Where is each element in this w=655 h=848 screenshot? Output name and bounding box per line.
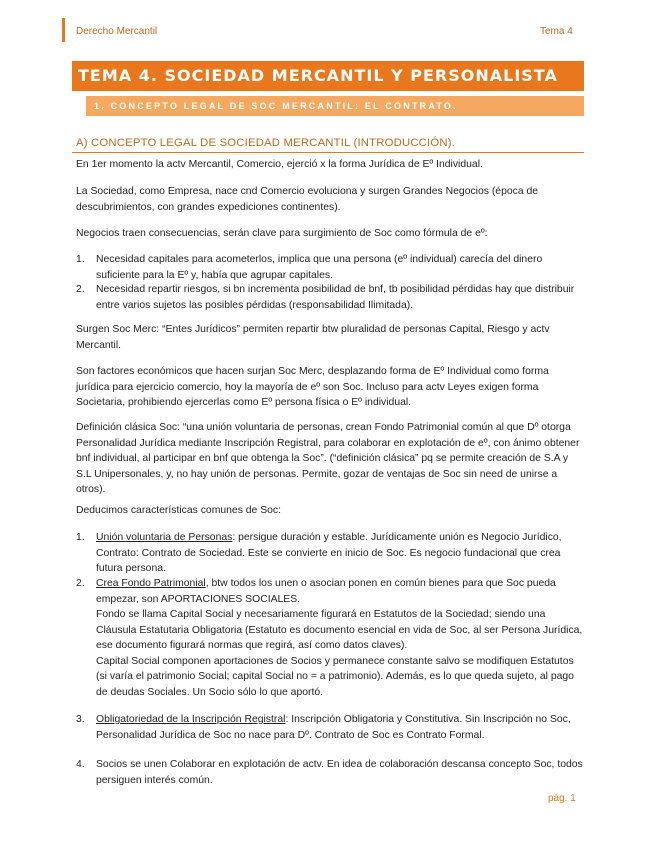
list-text: Necesidad repartir riesgos, si bn incrementa posibilidad de bnf, tb posibilidad pérdidas hay que distribuir entre varios sujetos las posibles pérdidas (responsabilidad Ilimitada). bbox=[96, 284, 575, 311]
page-title: TEMA 4. SOCIEDAD MERCANTIL Y PERSONALISTA bbox=[72, 61, 584, 91]
section-heading: A) CONCEPTO LEGAL DE SOCIEDAD MERCANTIL (INTRODUCCIÓN). bbox=[76, 137, 456, 149]
paragraph: Negocios traen consecuencias, serán clave para surgimiento de Soc como fórmula de eº: bbox=[76, 228, 488, 239]
list-number: 4. bbox=[76, 759, 85, 770]
list-text: Unión voluntaria de Personas: persigue duración y estable. Jurídicamente unión es Negocio Jurídico, Contrato: Contrato de Sociedad. Este se convierte en inicio de Soc. Es negocio fundacional que crea futura persona. bbox=[96, 532, 562, 574]
list-number: 2. bbox=[76, 284, 85, 295]
list-text: Crea Fondo Patrimonial, btw todos los unen o asocian ponen en común bienes para que Soc pueda empezar, son APORTACIONES SOCIALES. Fondo se llama Capital Social y necesariamente figurará en Estatutos de la Sociedad; siendo una Cláusula Estatutaria Obligatoria (Estatuto es documento esencial en vida de Soc, al ser Persona Jurídica, ese documento figurará normas que regirá, así como datos claves). Capital Social componen aportaciones de Socios y permanece constante salvo se modifiquen Estatutos (si varía el patrimonio Social; capital Social no = a patrimonio). Además, es lo que queda sujeto, al pago de deudas Sociales. Un Socio sólo lo que aportó. bbox=[96, 578, 583, 698]
paragraph: Surgen Soc Merc: “Entes Jurídicos” permiten repartir btw pluralidad de personas Capital, Riesgo y actv Mercantil. bbox=[76, 324, 550, 351]
list-term: Crea Fondo Patrimonial bbox=[96, 578, 206, 589]
paragraph: Son factores económicos que hacen surjan Soc Merc, desplazando forma de Eº Individual como forma jurídica para ejercicio comercio, hoy la mayoría de eº son Soc. Incluso para actv Leyes exigen forma Societaria, prohibiendo ejercerlas como Eº persona física o Eº individual. bbox=[76, 366, 549, 408]
list-term: Obligatoriedad de la Inscripción Registral bbox=[96, 714, 286, 725]
list-text: Necesidad capitales para acometerlos, implica que una persona (eº individual) carecía del dinero suficiente para la Eº y, había que agrupar capitales. bbox=[96, 254, 543, 281]
list-extra: Capital Social componen aportaciones de Socios y permanece constante salvo se modifiquen Estatutos (si varía el patrimonio Social; capital Social no = a patrimonio). Además, es lo que queda sujeto, al pago de deudas Sociales. Un Socio sólo lo que aportó. bbox=[96, 655, 574, 698]
list-term: Unión voluntaria de Personas bbox=[96, 532, 233, 543]
paragraph: Definición clásica Soc: “una unión voluntaria de personas, crean Fondo Patrimonial común al que Dº otorga Personalidad Jurídica mediante Inscripción Registral, para colaborar en explotación de eº, con ánimo obtener bnf individual, al participar en bnf que obtenga la Soc”. (“definición clásica” pq se permite creación de S.A y S.L Unipersonales, y, no hay unión de personas. Permite, gozar de ventajas de Soc sin need de unirse a otros). bbox=[76, 422, 580, 495]
list-text: Obligatoriedad de la Inscripción Registral: Inscripción Obligatoria y Constitutiva. Sin Inscripción no Soc, Personalidad Jurídica de Soc no nace para Dº. Contrato de Soc es Contrato Formal. bbox=[96, 714, 571, 741]
section-divider bbox=[72, 152, 584, 153]
list-text: Socios se unen Colaborar en explotación de actv. En idea de colaboración descansa concepto Soc, todos persiguen interés común. bbox=[96, 759, 583, 786]
paragraph: La Sociedad, como Empresa, nace cnd Comercio evoluciona y surgen Grandes Negocios (época de descubrimientos, con grandes expediciones continentes). bbox=[76, 186, 539, 213]
paragraph: Deducimos características comunes de Soc: bbox=[76, 505, 282, 516]
list-number: 1. bbox=[76, 532, 85, 543]
page-number: pág. 1 bbox=[548, 793, 576, 804]
list-number: 3. bbox=[76, 714, 85, 725]
header-accent-bar bbox=[62, 18, 65, 42]
list-number: 1. bbox=[76, 254, 85, 265]
header-topic: Tema 4 bbox=[540, 26, 573, 37]
chapter-subtitle: 1. CONCEPTO LEGAL DE SOC MERCANTIL: EL CONTRATO. bbox=[86, 96, 584, 116]
paragraph: En 1er momento la actv Mercantil, Comercio, ejerció x la forma Jurídica de Eº Individual. bbox=[76, 159, 483, 170]
list-extra: Fondo se llama Capital Social y necesariamente figurará en Estatutos de la Sociedad; siendo una Cláusula Estatutaria Obligatoria (Estatuto es documento esencial en vida de Soc, al ser Persona Jurídica, ese documento figurará normas que regirá, así como datos claves). bbox=[96, 609, 583, 651]
header-subject: Derecho Mercantil bbox=[76, 26, 158, 37]
list-number: 2. bbox=[76, 578, 85, 589]
